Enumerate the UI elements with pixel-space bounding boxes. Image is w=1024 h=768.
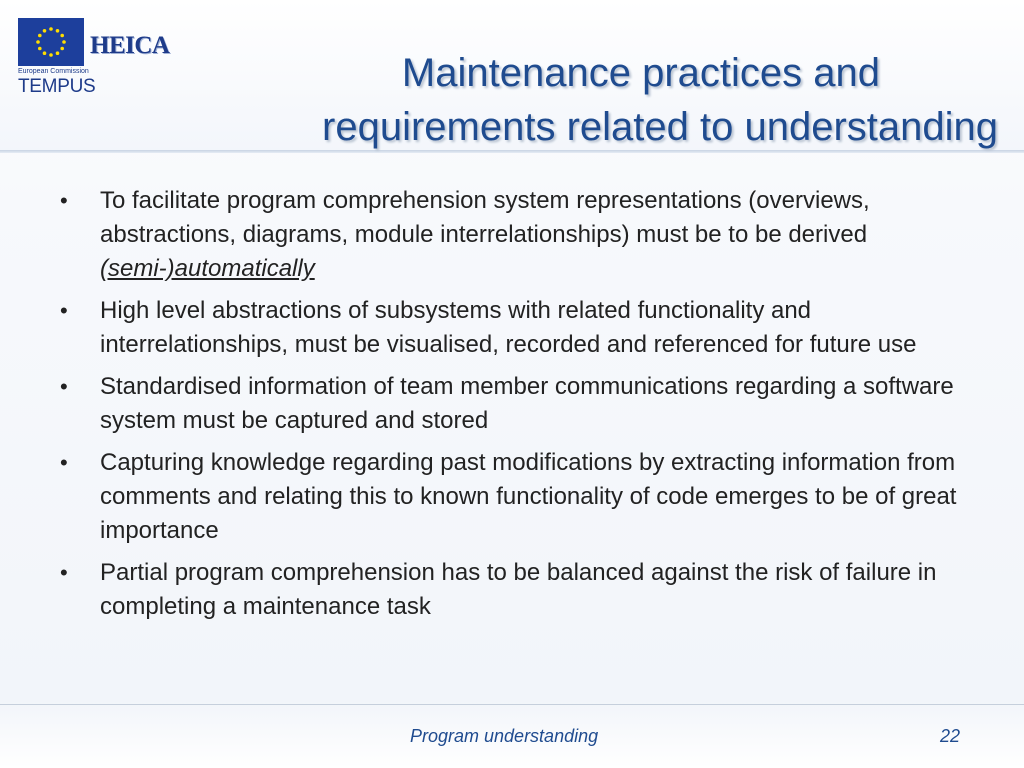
heica-logo-text: HEICA: [90, 32, 170, 59]
eu-flag-icon: [18, 18, 84, 66]
tempus-logo-text: TEMPUS: [18, 76, 96, 97]
bullet-item: [60, 446, 960, 548]
bullet-emphasis: (semi-)automatically: [100, 255, 315, 282]
bullet-item: [60, 184, 960, 286]
bullet-dot-icon: •: [60, 374, 68, 399]
bullet-item: [60, 294, 960, 362]
slide-title-line-1: Maintenance practices and: [401, 51, 880, 95]
bullet-dot-icon: •: [60, 298, 68, 323]
bullet-item: [60, 556, 960, 624]
bullet-item: [60, 370, 960, 438]
bullet-dot-icon: •: [60, 188, 68, 213]
slide-title: [190, 46, 998, 154]
slide-title-line-2: requirements related to understanding: [322, 105, 998, 149]
bullet-list: [60, 184, 960, 632]
bullet-text: Capturing knowledge regarding past modifications by extracting information from comments and relating this to known functionality of code emerges to be of great importance: [100, 449, 957, 544]
page-number: 22: [940, 726, 961, 746]
bullet-text: Partial program comprehension has to be balanced against the risk of failure in completing a maintenance task: [100, 559, 937, 620]
bullet-dot-icon: •: [60, 450, 68, 475]
bullet-text: High level abstractions of subsystems with related functionality and interrelationships, must be visualised, recorded and referenced for future use: [100, 297, 917, 358]
logo-block: [18, 18, 183, 98]
bullet-dot-icon: •: [60, 560, 68, 585]
bullet-text: Standardised information of team member communications regarding a software system must be captured and stored: [100, 373, 954, 434]
bullet-text: To facilitate program comprehension system representations (overviews, abstractions, diagrams, module interrelationships) must be to be derived: [100, 187, 870, 248]
footer-divider: [0, 704, 1024, 705]
footer-title: Program understanding: [410, 726, 599, 746]
european-commission-label: European Commission: [18, 68, 89, 75]
